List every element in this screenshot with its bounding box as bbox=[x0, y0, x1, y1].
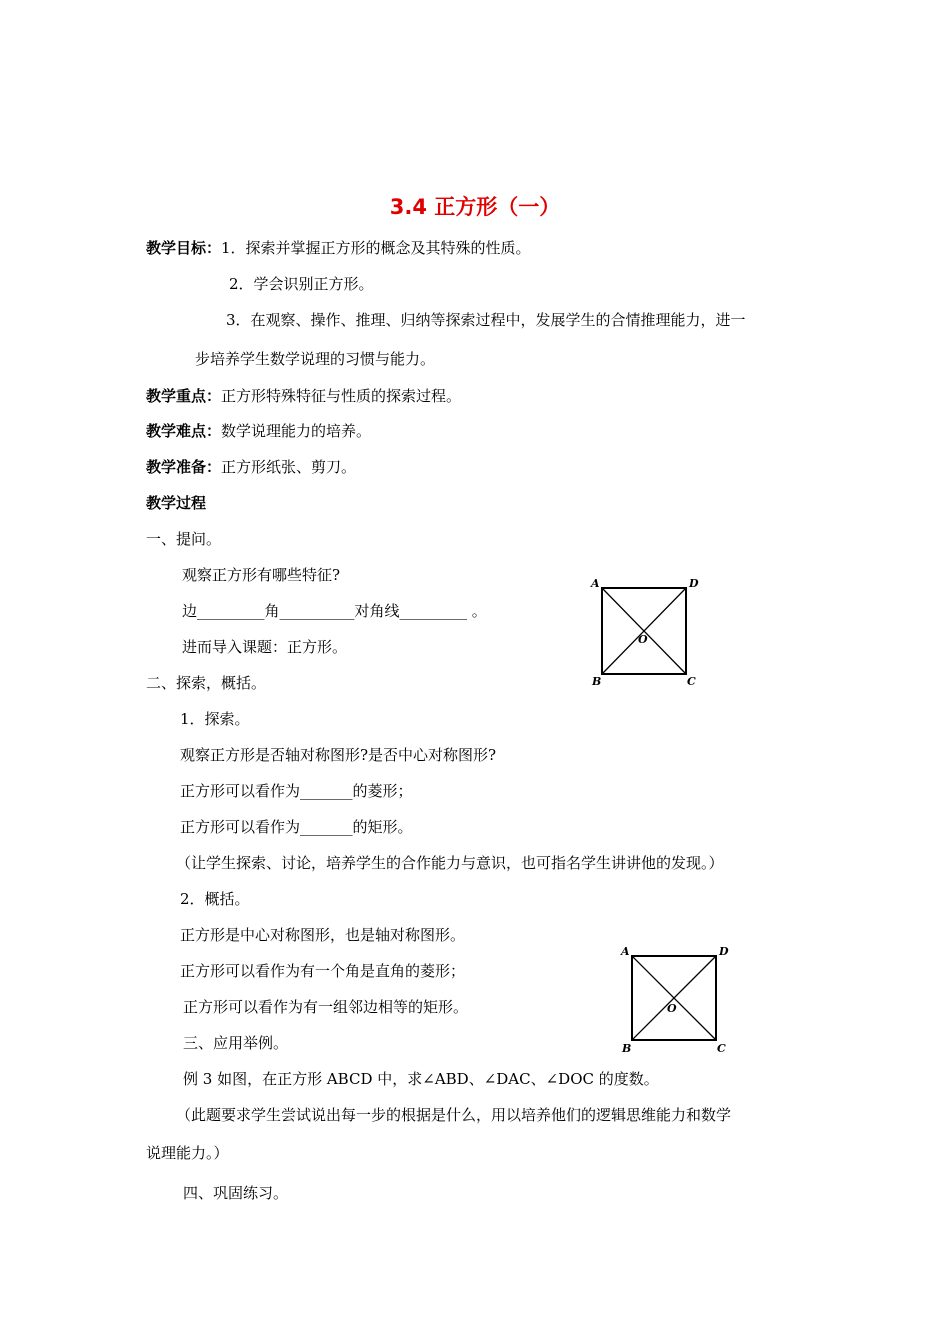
label-c: C bbox=[687, 675, 696, 688]
section2-l3: 正方形可以看作为_______的矩形。 bbox=[180, 818, 413, 836]
preparation-line bbox=[146, 457, 356, 477]
label-o: O bbox=[638, 633, 648, 646]
label-a: A bbox=[621, 945, 630, 958]
goals-label: 教学目标： bbox=[146, 239, 222, 257]
key-point-line bbox=[146, 386, 461, 406]
section1-q3: 进而导入课题：正方形。 bbox=[182, 638, 348, 656]
label-b: B bbox=[592, 675, 602, 688]
section1-q1: 观察正方形有哪些特征? bbox=[182, 566, 341, 584]
goal-item-3a: 3．在观察、操作、推理、归纳等探索过程中，发展学生的合情推理能力，进一 bbox=[226, 311, 746, 329]
square-figure-1 bbox=[586, 575, 706, 694]
goal-item-1: 1．探索并掌握正方形的概念及其特殊的性质。 bbox=[221, 239, 531, 257]
page-title: 3.4 正方形（一） bbox=[389, 195, 561, 219]
difficulty-text: 数学说理能力的培养。 bbox=[221, 422, 372, 440]
difficulty-label: 教学难点： bbox=[146, 422, 222, 440]
goal-item-2: 2．学会识别正方形。 bbox=[229, 275, 374, 293]
label-d: D bbox=[689, 577, 699, 590]
goal-item-3b: 步培养学生数学说理的习惯与能力。 bbox=[195, 350, 436, 368]
section2-c2: 正方形可以看作为有一个角是直角的菱形； bbox=[180, 962, 466, 980]
goals-line-1 bbox=[146, 238, 531, 258]
section3-heading: 三、应用举例。 bbox=[183, 1034, 289, 1052]
section3-note-a: （此题要求学生尝试说出每一步的根据是什么，用以培养他们的逻辑思维能力和数学 bbox=[176, 1106, 732, 1124]
section2-c3: 正方形可以看作为有一组邻边相等的矩形。 bbox=[183, 998, 469, 1016]
section1-q2: 边_________角__________对角线_________ 。 bbox=[182, 602, 487, 620]
section4-heading: 四、巩固练习。 bbox=[183, 1184, 289, 1202]
section3-example: 例 3 如图，在正方形 ABCD 中，求∠ABD、∠DAC、∠DOC 的度数。 bbox=[183, 1070, 659, 1088]
label-d: D bbox=[719, 945, 729, 958]
section2-c1: 正方形是中心对称图形，也是轴对称图形。 bbox=[180, 926, 466, 944]
process-heading: 教学过程 bbox=[146, 494, 207, 512]
preparation-text: 正方形纸张、剪刀。 bbox=[221, 458, 357, 476]
section2-sub2: 2．概括。 bbox=[180, 890, 250, 908]
label-b: B bbox=[622, 1042, 632, 1055]
difficulty-line bbox=[146, 421, 371, 441]
square-figure-2 bbox=[616, 942, 736, 1061]
preparation-label: 教学准备： bbox=[146, 458, 222, 476]
section3-note-b: 说理能力。） bbox=[146, 1144, 229, 1162]
key-point-label: 教学重点： bbox=[146, 387, 222, 405]
section2-l4: （让学生探索、讨论，培养学生的合作能力与意识，也可指名学生讲讲他的发现。） bbox=[176, 854, 724, 872]
label-o: O bbox=[667, 1002, 677, 1015]
section2-l2: 正方形可以看作为_______的菱形； bbox=[180, 782, 413, 800]
section2-l1: 观察正方形是否轴对称图形?是否中心对称图形? bbox=[180, 746, 497, 764]
key-point-text: 正方形特殊特征与性质的探索过程。 bbox=[221, 387, 462, 405]
label-c: C bbox=[717, 1042, 726, 1055]
label-a: A bbox=[591, 577, 600, 590]
section2-heading: 二、探索，概括。 bbox=[146, 674, 267, 692]
section2-sub1: 1．探索。 bbox=[180, 710, 250, 728]
section1-heading: 一、提问。 bbox=[146, 530, 222, 548]
